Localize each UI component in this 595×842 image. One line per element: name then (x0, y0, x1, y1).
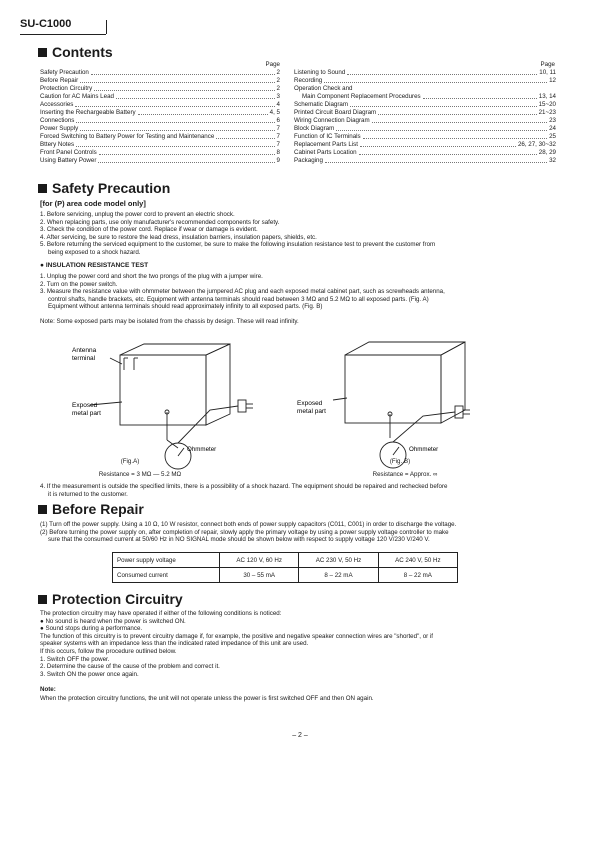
toc-leader (359, 149, 537, 155)
fig-b-resistance: Resistance = Approx. ∞ (372, 471, 438, 478)
fig-a-box-top (120, 344, 230, 355)
toc-label: Safety Precaution (40, 69, 89, 76)
toc-row (40, 109, 280, 117)
toc-row (40, 149, 280, 157)
safety-item-4 (40, 483, 570, 498)
fig-a-box-side (206, 344, 230, 425)
table-cell: AC 240 V, 50 Hz (378, 553, 457, 568)
toc-label: Printed Circuit Board Diagram (294, 109, 377, 116)
protection-line: The function of this circuitry is to prevent circuitry damage if, for example, the positive and negative speaker connection wires are "shorted", or if (40, 632, 434, 640)
before-repair-text (40, 521, 570, 544)
test-item: 2. Turn on the power switch. (40, 280, 118, 288)
toc-label: Operation Check and (294, 85, 353, 92)
toc-label: Main Component Replacement Procedures (302, 93, 421, 100)
toc-leader (363, 133, 548, 139)
fig-b-exposed-label: Exposed (297, 400, 323, 407)
toc-page: 28, 29 (538, 149, 556, 156)
safety-item: 4. After servicing, be sure to restore the lead dress, insulation barriers, insulation papers, shields, etc. (40, 233, 317, 241)
fig-a-exposed-label: Exposed (72, 402, 98, 409)
heading-square-icon (38, 184, 47, 193)
toc-leader (372, 117, 547, 123)
toc-label: Inserting the Rechargeable Battery (40, 109, 136, 116)
fig-b-caption: (Fig. B) (389, 458, 411, 465)
protection-text (40, 610, 570, 678)
table-cell: Power supply voltage (113, 553, 220, 568)
toc-row (40, 77, 280, 85)
toc-page: 25 (549, 133, 556, 140)
table-cell: 30 – 55 mA (220, 568, 299, 583)
toc-page: 7 (276, 125, 280, 132)
before-repair-line3: sure that the consumed current at 50/60 Hz in NO SIGNAL mode should be shown below with respect to supply voltage 120 V/230 V/240 V. (48, 536, 430, 544)
contents-page-label-right: Page (540, 61, 555, 68)
toc-leader (347, 69, 537, 75)
toc-page: 32 (549, 157, 556, 164)
safety-item: 3. Check the condition of the power cord. Replace if wear or damage is evident. (40, 226, 258, 234)
fig-a-metal-label: metal part (72, 410, 101, 417)
contents-title: Contents (52, 44, 113, 60)
toc-label: Function of IC Terminals (294, 133, 361, 140)
toc-page: 26, 27, 30~32 (517, 141, 556, 148)
voltage-table (112, 552, 458, 583)
contents-heading (38, 44, 113, 60)
toc-leader (91, 69, 275, 75)
toc-leader (360, 141, 516, 147)
toc-leader (216, 133, 274, 139)
toc-row (40, 125, 280, 133)
toc-leader (99, 149, 275, 155)
toc-label: Recording (294, 77, 323, 84)
fig-a-plug (238, 400, 246, 412)
table-cell: AC 120 V, 60 Hz (220, 553, 299, 568)
insulation-test-title: ● INSULATION RESISTANCE TEST (40, 262, 149, 269)
toc-label: Protection Circuitry (40, 85, 93, 92)
table-cell: Consumed current (113, 568, 220, 583)
toc-leader (378, 109, 536, 115)
toc-leader (350, 101, 537, 107)
protection-line: 3. Switch ON the power once again. (40, 670, 139, 678)
protection-note-text: When the protection circuitry functions, the unit will not operate unless the power is first switched OFF and then ON again. (40, 695, 374, 702)
toc-page: 4, 5 (269, 109, 280, 116)
toc-page: 7 (276, 141, 280, 148)
protection-heading (38, 591, 183, 607)
toc-row (294, 85, 556, 93)
header-rule (20, 34, 106, 35)
figure-b (295, 330, 510, 475)
toc-label: Block Diagram (294, 125, 335, 132)
test-item: 3. Measure the resistance value with ohmmeter between the jumpered AC plug and each exposed metal cabinet part, such as screwheads antenna, (40, 288, 445, 296)
toc-page: 6 (276, 117, 280, 124)
page-number: – 2 – (292, 732, 308, 739)
toc-label: Bttery Notes (40, 141, 75, 148)
fig-b-metal-label: metal part (297, 408, 326, 415)
toc-leader (324, 77, 547, 83)
safety-item: 2. When replacing parts, use only manufacturer's recommended components for safety. (40, 218, 280, 226)
safety-item: 5. Before returning the serviced equipment to the customer, be sure to make the following insulation resistance test to prevent the customer from (40, 241, 436, 249)
toc-page: 15~20 (538, 101, 556, 108)
toc-page: 24 (549, 125, 556, 132)
test-item: Equipment without antenna terminals should read approximately infinity to all exposed parts. (Fig. B) (48, 303, 323, 311)
table-cell: 8 – 22 mA (299, 568, 378, 583)
protection-title: Protection Circuitry (52, 591, 183, 607)
toc-page: 13, 14 (538, 93, 556, 100)
before-repair-title: Before Repair (52, 501, 144, 517)
fig-b-cord (393, 412, 455, 442)
toc-row (294, 149, 556, 157)
toc-leader (423, 93, 537, 99)
toc-row (40, 141, 280, 149)
toc-label: Wiring Connection Diagram (294, 117, 370, 124)
toc-leader (75, 101, 274, 107)
toc-label: Schematic Diagram (294, 101, 348, 108)
toc-page: 10, 11 (539, 69, 556, 76)
fig-a-box-front (120, 355, 206, 425)
protection-line: 1. Switch OFF the power. (40, 655, 110, 663)
toc-row (294, 93, 556, 101)
toc-label: Front Panel Controls (40, 149, 97, 156)
toc-row (294, 157, 556, 165)
safety-item: being exposed to a shock hazard. (48, 248, 141, 256)
toc-row (40, 93, 280, 101)
safety-item: 1. Before servicing, unplug the power cord to prevent an electric shock. (40, 211, 235, 218)
safety-item-4-line2: it is returned to the customer. (48, 490, 128, 498)
toc-row (294, 77, 556, 85)
toc-leader (94, 85, 274, 91)
fig-b-box-front (345, 355, 441, 423)
toc-label: Connections (40, 117, 75, 124)
toc-row (40, 117, 280, 125)
toc-row (294, 101, 556, 109)
toc-row (294, 125, 556, 133)
safety-note: Note: Some exposed parts may be isolated from the chassis by design. These will read infinity. (40, 318, 299, 325)
insulation-test-list (40, 273, 560, 311)
toc-leader (76, 141, 275, 147)
toc-row (294, 133, 556, 141)
toc-row (40, 85, 280, 93)
toc-leader (138, 109, 268, 115)
protection-line: If this occurs, follow the procedure outlined below. (40, 647, 177, 655)
toc-label: Listening to Sound (294, 69, 346, 76)
toc-page: 8 (276, 149, 280, 156)
safety-title: Safety Precaution (52, 180, 171, 196)
table-row (113, 568, 458, 583)
toc-page: 2 (276, 85, 280, 92)
toc-left-column (40, 69, 280, 165)
toc-label: Accessories (40, 101, 74, 108)
protection-line: speaker systems with an impedance less than the indicated rated impedance of this unit are used. (40, 640, 309, 648)
toc-row (294, 141, 556, 149)
test-item: control shafts, handle brackets, etc. Equipment with antenna terminals should read between 3 MΩ and 5.2 MΩ to all exposed parts. (Fig. A) (48, 295, 429, 303)
model-number: SU-C1000 (20, 18, 72, 30)
fig-a-terminal-label: terminal (72, 355, 96, 362)
heading-square-icon (38, 505, 47, 514)
safety-heading (38, 180, 170, 196)
safety-list (40, 211, 560, 257)
fig-a-caption: (Fig.A) (120, 458, 140, 465)
table-row (113, 553, 458, 568)
before-repair-line1: (1) Turn off the power supply. Using a 10 Ω, 10 W resistor, connect both ends of power supply capacitors (C011, C001) in order to discharge the voltage. (40, 521, 457, 528)
test-item: 1. Unplug the power cord and short the two prongs of the plug with a jumper wire. (40, 273, 263, 280)
toc-row (40, 157, 280, 165)
toc-label: Cabinet Parts Location (294, 149, 357, 156)
toc-label: Packaging (294, 157, 323, 164)
toc-label: Forced Switching to Battery Power for Testing and Maintenance (40, 133, 215, 140)
toc-page: 3 (276, 93, 280, 100)
protection-line: The protection circuitry may have operated if either of the following conditions is noticed: (40, 610, 282, 617)
toc-page: 12 (549, 77, 556, 84)
toc-label: Caution for AC Mains Lead (40, 93, 114, 100)
safety-item-4-line1: 4. If the measurement is outside the specified limits, there is a possibility of a shock hazard. The equipment should be repaired and rechecked before (40, 483, 448, 490)
protection-note-label: Note: (40, 686, 56, 693)
protection-line: 2. Determine the cause of the cause of the problem and correct it. (40, 663, 220, 671)
fig-b-ohmmeter-label: Ohmmeter (409, 446, 439, 453)
toc-leader (98, 157, 274, 163)
toc-row (294, 69, 556, 77)
toc-page: 9 (276, 157, 280, 164)
toc-leader (80, 125, 274, 131)
toc-row (294, 109, 556, 117)
fig-b-box-top (345, 342, 465, 355)
toc-page: 2 (276, 77, 280, 84)
toc-page: 4 (276, 101, 280, 108)
toc-right-column (294, 69, 556, 165)
toc-leader (336, 125, 547, 131)
toc-row (40, 133, 280, 141)
before-repair-heading (38, 501, 144, 517)
toc-label: Replacement Parts List (294, 141, 358, 148)
header-tick (106, 20, 107, 34)
safety-subtitle: [for (P) area code model only] (40, 199, 146, 208)
protection-line: ● Sound stops during a performance. (40, 625, 143, 633)
toc-row (40, 101, 280, 109)
before-repair-line2: (2) Before turning the power supply on, after completion of repair, slowly apply the primary voltage by using a power supply voltage controller to make (40, 528, 449, 536)
contents-page-label-left: Page (265, 61, 280, 68)
toc-page: 7 (276, 133, 280, 140)
protection-line: ● No sound is heard when the power is switched ON. (40, 617, 186, 625)
toc-page: 23 (549, 117, 556, 124)
table-cell: 8 – 22 mA (378, 568, 457, 583)
toc-row (40, 69, 280, 77)
toc-label: Power Supply (40, 125, 79, 132)
fig-a-ohmmeter-label: Ohmmeter (187, 446, 217, 453)
toc-row (294, 117, 556, 125)
toc-leader (325, 157, 547, 163)
heading-square-icon (38, 595, 47, 604)
fig-b-box-side (441, 342, 465, 423)
table-cell: AC 230 V, 50 Hz (299, 553, 378, 568)
toc-leader (80, 77, 274, 83)
toc-label: Using Battery Power (40, 157, 97, 164)
fig-a-resistance: Resistance = 3 MΩ — 5.2 MΩ (98, 471, 182, 478)
heading-square-icon (38, 48, 47, 57)
toc-leader (116, 93, 275, 99)
toc-label: Before Repair (40, 77, 79, 84)
toc-page: 2 (276, 69, 280, 76)
toc-page: 21~23 (538, 109, 556, 116)
toc-leader (76, 117, 274, 123)
fig-a-antenna-label: Antenna (72, 347, 97, 354)
figure-a (60, 330, 275, 475)
